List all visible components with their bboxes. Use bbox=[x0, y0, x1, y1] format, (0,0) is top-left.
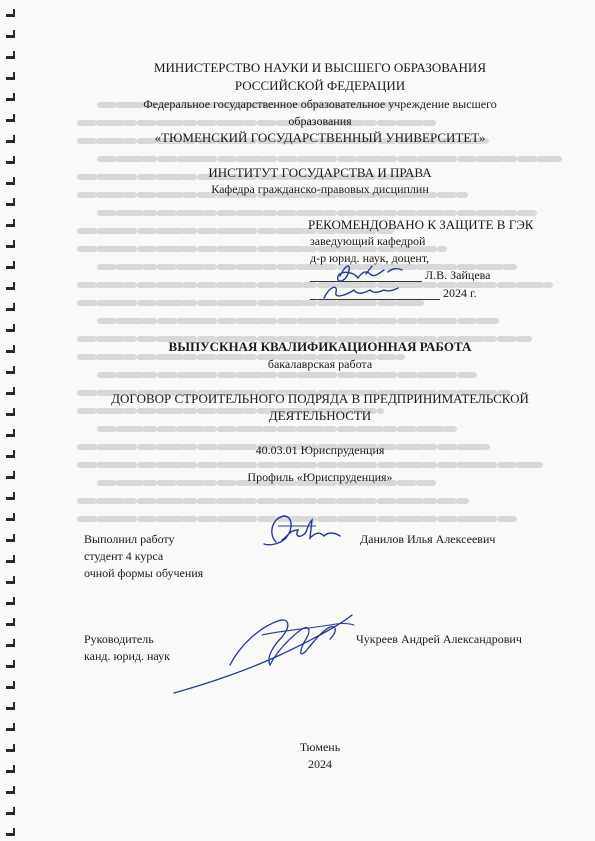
binding-hole-edge bbox=[13, 513, 15, 521]
topic-line-2: ДЕЯТЕЛЬНОСТИ bbox=[268, 408, 372, 423]
binding-hole-edge bbox=[13, 366, 15, 374]
binding-hole-edge bbox=[13, 261, 15, 269]
binding-hole-edge bbox=[13, 198, 15, 206]
binding-hole-edge bbox=[13, 114, 15, 122]
binding-hole-edge bbox=[13, 618, 15, 626]
binding-holes bbox=[0, 0, 22, 841]
student-name: Данилов Илья Алексеевич bbox=[360, 532, 496, 546]
binding-hole-edge bbox=[13, 492, 15, 500]
binding-hole-edge bbox=[13, 597, 15, 605]
topic-line-1: ДОГОВОР СТРОИТЕЛЬНОГО ПОДРЯДА В ПРЕДПРИНИМАТЕЛЬСКОЙ bbox=[111, 391, 529, 406]
binding-hole-edge bbox=[13, 744, 15, 752]
binding-hole-edge bbox=[13, 240, 15, 248]
bleed-through-text bbox=[70, 95, 580, 535]
binding-hole-edge bbox=[13, 702, 15, 710]
student-signature bbox=[258, 508, 348, 553]
binding-hole-edge bbox=[13, 450, 15, 458]
binding-hole-edge bbox=[13, 681, 15, 689]
binding-hole-edge bbox=[13, 282, 15, 290]
city: Тюмень bbox=[299, 740, 341, 754]
binding-hole-edge bbox=[13, 72, 15, 80]
binding-hole-edge bbox=[13, 387, 15, 395]
university-name: «ТЮМЕНСКИЙ ГОСУДАРСТВЕННЫЙ УНИВЕРСИТЕТ» bbox=[154, 130, 486, 145]
year: 2024 bbox=[308, 757, 332, 771]
specialty: 40.03.01 Юриспруденция bbox=[255, 443, 385, 457]
binding-hole-edge bbox=[13, 723, 15, 731]
binding-hole-edge bbox=[13, 639, 15, 647]
approval-degree: д-р юрид. наук, доцент, bbox=[310, 251, 430, 265]
binding-hole-edge bbox=[13, 828, 15, 836]
ministry-line-1: МИНИСТЕРСТВО НАУКИ И ВЫСШЕГО ОБРАЗОВАНИЯ bbox=[153, 60, 486, 75]
approval-signature bbox=[318, 254, 428, 304]
binding-hole-edge bbox=[13, 219, 15, 227]
binding-hole-edge bbox=[13, 135, 15, 143]
ministry-line-2: РОССИЙСКОЙ ФЕДЕРАЦИИ bbox=[234, 78, 406, 93]
binding-hole-edge bbox=[13, 576, 15, 584]
institution-type-line-2: образования bbox=[288, 114, 352, 128]
supervisor-signature bbox=[170, 605, 360, 700]
supervisor-line-2: канд. юрид. наук bbox=[84, 649, 170, 663]
binding-hole-edge bbox=[13, 408, 15, 416]
student-line-2: студент 4 курса bbox=[84, 549, 164, 563]
profile: Профиль «Юриспруденция» bbox=[247, 470, 393, 484]
work-type: ВЫПУСКНАЯ КВАЛИФИКАЦИОННАЯ РАБОТА bbox=[168, 339, 472, 354]
binding-hole-edge bbox=[13, 429, 15, 437]
supervisor-line-1: Руководитель bbox=[84, 632, 154, 646]
approval-year: 2024 г. bbox=[443, 286, 477, 300]
approval-position: заведующий кафедрой bbox=[310, 234, 426, 248]
binding-hole-edge bbox=[13, 324, 15, 332]
binding-hole-edge bbox=[13, 807, 15, 815]
binding-hole-edge bbox=[13, 555, 15, 563]
binding-hole-edge bbox=[13, 471, 15, 479]
binding-hole-edge bbox=[13, 156, 15, 164]
binding-hole-edge bbox=[13, 345, 15, 353]
supervisor-name: Чукреев Андрей Александрович bbox=[356, 632, 522, 646]
institute-name: ИНСТИТУТ ГОСУДАРСТВА И ПРАВА bbox=[208, 165, 432, 180]
institution-type-line-1: Федеральное государственное образовательное учреждение высшего bbox=[143, 97, 497, 111]
binding-hole-edge bbox=[13, 534, 15, 542]
student-line-3: очной формы обучения bbox=[84, 566, 204, 580]
binding-hole-edge bbox=[13, 303, 15, 311]
department-name: Кафедра гражданско-правовых дисциплин bbox=[211, 182, 429, 196]
binding-hole-edge bbox=[13, 786, 15, 794]
binding-hole-edge bbox=[13, 177, 15, 185]
binding-hole-edge bbox=[13, 9, 15, 17]
binding-hole-edge bbox=[13, 51, 15, 59]
binding-hole-edge bbox=[13, 660, 15, 668]
approval-name: Л.В. Зайцева bbox=[425, 268, 491, 282]
approval-heading: РЕКОМЕНДОВАНО К ЗАЩИТЕ В ГЭК bbox=[308, 217, 534, 232]
binding-hole-edge bbox=[13, 30, 15, 38]
student-line-1: Выполнил работу bbox=[84, 532, 175, 546]
work-level: бакалаврская работа bbox=[267, 357, 373, 371]
binding-hole-edge bbox=[13, 765, 15, 773]
binding-hole-edge bbox=[13, 93, 15, 101]
